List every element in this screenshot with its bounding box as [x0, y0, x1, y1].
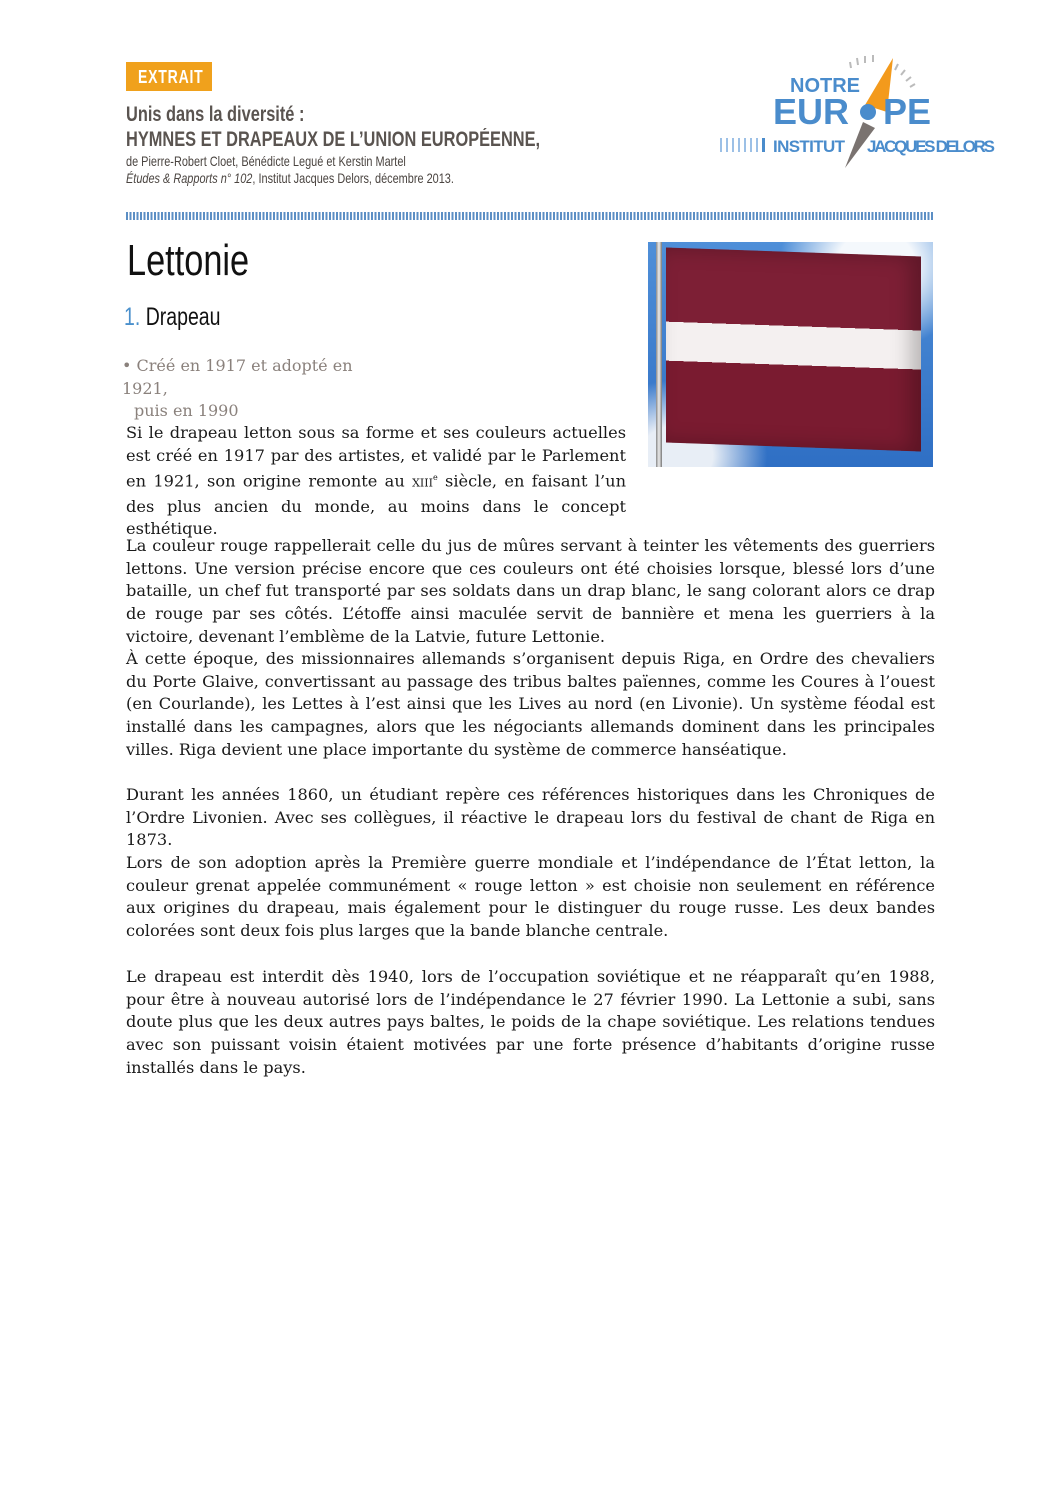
flag-cloth — [666, 248, 921, 452]
key-dates-bullet: • Créé en 1917 et adopté en 1921, puis en 1990 — [122, 355, 402, 423]
logo-eur: EUR — [773, 91, 850, 132]
text: Si le drapeau letton sous sa forme et ses couleurs actuelles est créé en 1917 par des artistes, et validé par le Parlement en 1921, son origine remonte au — [126, 423, 626, 491]
paragraph — [126, 422, 626, 541]
badge-label: EXTRAIT — [138, 67, 204, 87]
book-title: Unis dans la diversité : — [126, 103, 305, 126]
section-number: 1. — [124, 303, 141, 331]
text: siècle, en faisant l’un des plus ancien du monde, au moins dans le concept esthétique. — [126, 471, 626, 539]
flag-pole — [656, 242, 662, 467]
section-title: Drapeau — [145, 303, 221, 331]
century-sup: e — [432, 473, 438, 483]
paragraph: Durant les années 1860, un étudiant repère ces références historiques dans les Chroniques de l’Ordre Livonien. Avec ses collègues, il réactive le drapeau lors du festival de chant de Riga en 1873. — [126, 785, 935, 850]
logo-jacques-delors: JACQUES DELORS — [867, 137, 995, 156]
paragraph: À cette époque, des missionnaires allemands s’organisent depuis Riga, en Ordre des chevaliers du Porte Glaive, convertissant au passage des tribus baltes païennes, comme les Coures à l’ouest (en Courlande), les Lettes à l’est ainsi que les Lives au nord (en Livonie). Un système féodal est installé dans les campagnes, alors que les négociants allemands dominent dans les principales villes. Riga devient une place importante du système de commerce hanséatique. — [126, 649, 935, 759]
publisher: , Institut Jacques Delors, décembre 2013. — [252, 170, 454, 186]
publication-info — [126, 170, 454, 186]
page-title: Lettonie — [127, 236, 250, 285]
bullet-line: puis en 1990 — [134, 401, 239, 421]
series-name: Études & Rapports n° 102 — [126, 170, 253, 186]
section-heading — [124, 303, 221, 332]
latvian-flag-photo — [648, 242, 933, 467]
paragraph: Lors de son adoption après la Première guerre mondiale et l’indépendance de l’État letton, la couleur grenat appelée communément « rouge letton » est choisie non seulement en référence aux origines du drapeau, mais également pour le distinguer du rouge russe. Les deux bandes colorées sont deux fois plus larges que la bande blanche centrale. — [126, 853, 935, 941]
logo-notre: NOTRE — [790, 75, 860, 97]
authors: de Pierre-Robert Cloet, Bénédicte Legué et Kerstin Martel — [126, 153, 406, 169]
extrait-badge — [126, 62, 212, 91]
paragraph: Le drapeau est interdit dès 1940, lors de l’occupation soviétique et ne réapparaît qu’en 1988, pour être à nouveau autorisé lors de l’indépendance le 27 février 1990. La Lettonie a subi, sans doute plus que les deux autres pays baltes, le poids de la chape soviétique. Les relations tendues avec son puissant voisin étaient motivées par une forte présence d’habitants d’origine russe installés dans le pays. — [126, 967, 935, 1077]
century: XIII — [412, 476, 433, 490]
logo-pe: PE — [883, 91, 932, 132]
logo-institut: INSTITUT — [773, 137, 845, 156]
paragraph: La couleur rouge rappellerait celle du jus de mûres servant à teinter les vêtements des guerriers lettons. Une version précise encore que ces couleurs ont été choisies lorsque, blessé lors d’une bataille, un chef fut transporté par ses soldats dans un drap blanc, le sang colorant alors ce drap de rouge par ses côtés. L’étoffe ainsi maculée servit de bannière et mena les guerriers à la victoire, devenant l’emblème de la Latvie, future Lettonie. — [126, 536, 935, 646]
bullet-line: Créé en 1917 et adopté en 1921, — [122, 356, 353, 398]
notre-europe-logo — [715, 50, 1005, 175]
book-subtitle: HYMNES ET DRAPEAUX DE L’UNION EUROPÉENNE, — [126, 128, 541, 151]
divider — [126, 212, 934, 220]
